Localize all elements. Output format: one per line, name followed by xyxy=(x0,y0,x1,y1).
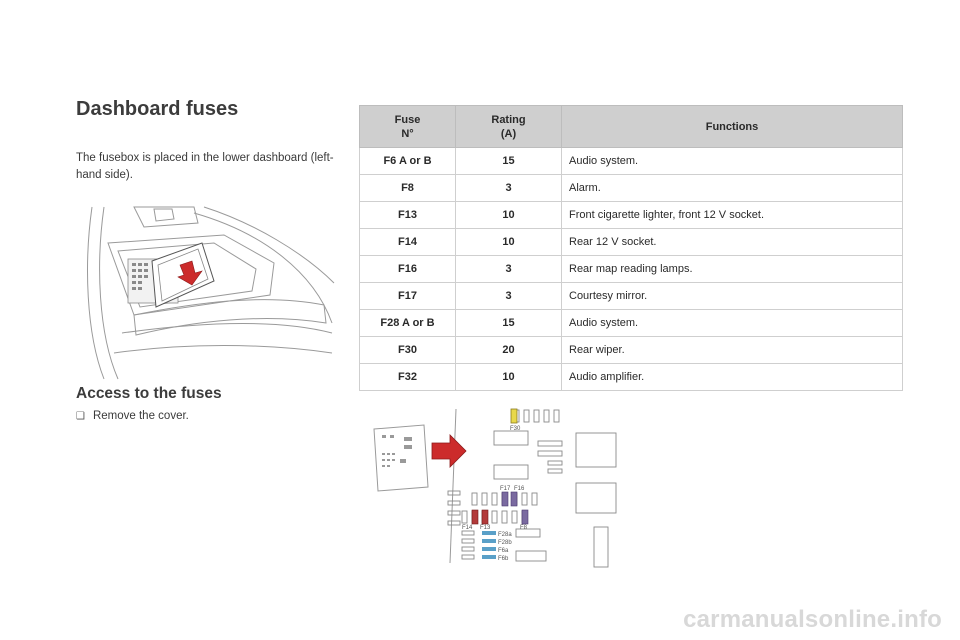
fuse-number: F32 xyxy=(360,364,456,391)
fuse-function: Audio system. xyxy=(562,148,903,175)
fuse-rating: 3 xyxy=(456,256,562,283)
fuse-table xyxy=(359,105,903,391)
fuse-rating: 3 xyxy=(456,175,562,202)
table-row xyxy=(360,256,903,283)
fuse-function: Rear 12 V socket. xyxy=(562,229,903,256)
label-f16: F16 xyxy=(514,486,525,492)
fuse-number: F28 A or B xyxy=(360,310,456,337)
fuse-rating: 15 xyxy=(456,148,562,175)
label-f14: F14 xyxy=(462,525,473,531)
table-row xyxy=(360,364,903,391)
fuse-number: F8 xyxy=(360,175,456,202)
label-f28b: F28b xyxy=(498,540,512,546)
table-row xyxy=(360,148,903,175)
section-title: Dashboard fuses xyxy=(76,98,239,120)
step-text: Remove the cover. xyxy=(92,410,189,422)
fuse-number: F17 xyxy=(360,283,456,310)
fuse-rating: 10 xyxy=(456,202,562,229)
fuse-function: Rear map reading lamps. xyxy=(562,256,903,283)
label-f30: F30 xyxy=(510,426,521,432)
table-header-row xyxy=(360,106,903,148)
header-rating: Rating (A) xyxy=(456,106,562,148)
fuse-rating: 10 xyxy=(456,364,562,391)
fuse-function: Rear wiper. xyxy=(562,337,903,364)
fuse-number: F16 xyxy=(360,256,456,283)
table-row xyxy=(360,283,903,310)
fuse-number: F14 xyxy=(360,229,456,256)
label-f8: F8 xyxy=(520,525,528,531)
fuse-rating: 15 xyxy=(456,310,562,337)
label-f28a: F28a xyxy=(498,532,512,538)
fuse-function: Alarm. xyxy=(562,175,903,202)
checkbox-bullet-icon: ❑ xyxy=(76,410,85,422)
fusebox-diagram xyxy=(366,403,626,569)
label-f13: F13 xyxy=(480,525,491,531)
table-row xyxy=(360,229,903,256)
fuse-number: F13 xyxy=(360,202,456,229)
fuse-rating: 10 xyxy=(456,229,562,256)
label-f6a: F6a xyxy=(498,548,509,554)
fuse-rating: 20 xyxy=(456,337,562,364)
fuse-function: Front cigarette lighter, front 12 V socket. xyxy=(562,202,903,229)
header-functions: Functions xyxy=(562,106,903,148)
fuse-number: F30 xyxy=(360,337,456,364)
watermark: carmanualsonline.info xyxy=(683,606,942,633)
fuse-function: Audio system. xyxy=(562,310,903,337)
table-row xyxy=(360,337,903,364)
access-title: Access to the fuses xyxy=(76,385,222,402)
fuse-rating: 3 xyxy=(456,283,562,310)
table-row xyxy=(360,202,903,229)
fuse-function: Courtesy mirror. xyxy=(562,283,903,310)
fuse-function: Audio amplifier. xyxy=(562,364,903,391)
label-f17: F17 xyxy=(500,486,511,492)
header-fuse-number: Fuse N° xyxy=(360,106,456,148)
table-row xyxy=(360,175,903,202)
intro-text: The fusebox is placed in the lower dashboard (left-hand side). xyxy=(76,152,334,181)
glovebox-illustration xyxy=(74,203,336,380)
label-f6b: F6b xyxy=(498,556,509,562)
fuse-number: F6 A or B xyxy=(360,148,456,175)
table-row xyxy=(360,310,903,337)
step-remove-cover xyxy=(76,410,189,422)
